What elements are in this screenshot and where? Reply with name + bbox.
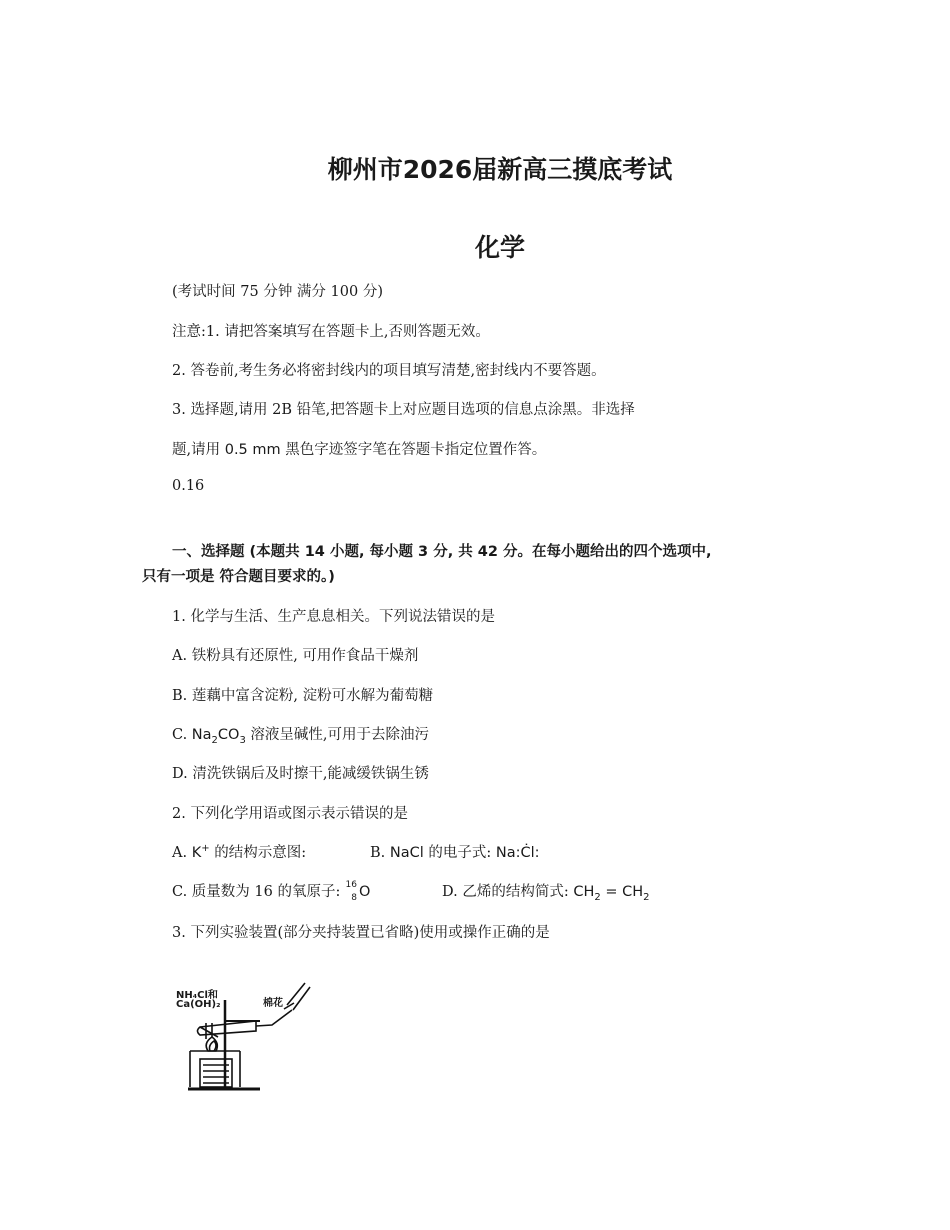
oxygen-nuclide bbox=[345, 880, 359, 903]
q2-d-pre: D. 乙烯的结构简式: bbox=[442, 884, 574, 900]
q1-stem: 1. 化学与生活、生产息息相关。下列说法错误的是 bbox=[172, 609, 495, 625]
note-3b-pre: 题,请用 bbox=[172, 442, 225, 458]
q1-option-c bbox=[172, 723, 429, 746]
q2-a-pre: A. bbox=[172, 845, 192, 861]
note-2: 2. 答卷前,考生务必将密封线内的项目填写清楚,密封线内不要答题。 bbox=[172, 363, 606, 379]
q2-a-post: 的结构示意图: bbox=[209, 845, 307, 861]
q1-option-b: B. 莲藕中富含淀粉, 淀粉可水解为葡萄糖 bbox=[172, 688, 434, 704]
note-1: 注意:1. 请把答案填写在答题卡上,否则答题无效。 bbox=[172, 324, 490, 340]
q2-b-pre: B. bbox=[370, 845, 390, 861]
subject-title: 化学 bbox=[474, 233, 525, 262]
lab-apparatus bbox=[170, 975, 315, 1100]
reagent-label-1: NH₄Cl和 bbox=[176, 990, 218, 1001]
q1-option-d: D. 清洗铁锅后及时擦干,能减缓铁锅生锈 bbox=[172, 766, 429, 782]
cotton-label: 棉花 bbox=[263, 998, 283, 1009]
note-3b bbox=[172, 438, 546, 459]
ethylene-formula: $CH_2 = CH_2$ bbox=[573, 884, 650, 903]
q2-stem: 2. 下列化学用语或图示表示错误的是 bbox=[172, 806, 408, 822]
note-3b-post: 黑色字迹签字笔在答题卡指定位置作答。 bbox=[280, 442, 547, 458]
q2-b-post: 的电子式: bbox=[423, 845, 496, 861]
q1-c-pre: C. bbox=[172, 727, 192, 743]
section-heading-line2: 只有一项是 符合题目要求的。) bbox=[142, 569, 335, 585]
q3-stem: 3. 下列实验装置(部分夹持装置已省略)使用或操作正确的是 bbox=[172, 925, 550, 941]
page-title: 柳州市2026届新高三摸底考试 bbox=[327, 155, 673, 184]
sodium-carbonate-formula: $Na_2CO_3$ bbox=[191, 727, 246, 746]
q2-option-d bbox=[442, 880, 650, 903]
mass-number: 16 bbox=[345, 880, 357, 890]
apparatus-lines bbox=[188, 983, 310, 1089]
q1-option-a: A. 铁粉具有还原性, 可用作食品干燥剂 bbox=[172, 648, 419, 664]
potassium-ion: K+ bbox=[191, 843, 210, 861]
pen-size: 0.5 mm bbox=[224, 442, 281, 458]
q1-c-post: 溶液呈碱性,可用于去除油污 bbox=[245, 727, 430, 743]
oxygen-symbol: O bbox=[358, 884, 371, 900]
section-heading-line1: 一、选择题 (本题共 14 小题, 每小题 3 分, 共 42 分。在每小题给出的四个选项中, bbox=[172, 544, 712, 560]
note-3a: 3. 选择题,请用 2B 铅笔,把答题卡上对应题目选项的信息点涂黑。非选择 bbox=[172, 402, 635, 418]
q2-option-c bbox=[172, 880, 370, 901]
q2-option-b bbox=[370, 841, 540, 862]
q2-c-pre: C. 质量数为 16 的氧原子: bbox=[172, 884, 345, 900]
nacl-formula: NaCl bbox=[389, 845, 424, 861]
electron-dot-formula: Na:Ċl: bbox=[495, 845, 540, 861]
atomic-number: 8 bbox=[351, 893, 357, 903]
exam-info: (考试时间 75 分钟 满分 100 分) bbox=[172, 284, 383, 300]
stray-number: 0.16 bbox=[172, 478, 205, 494]
q2-option-a bbox=[172, 841, 306, 862]
reagent-label-2: Ca(OH)₂ bbox=[176, 999, 221, 1010]
